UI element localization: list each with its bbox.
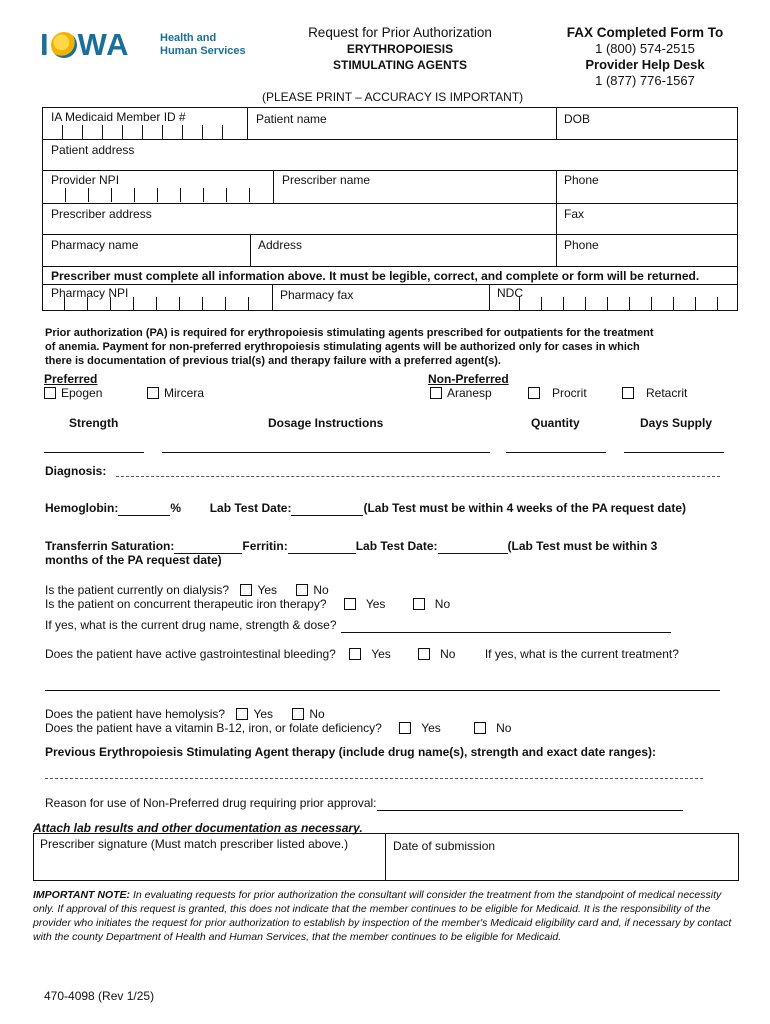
dialysis-yes-label: Yes xyxy=(257,583,278,597)
gi-yes-checkbox[interactable] xyxy=(349,648,361,660)
print-note: (PLEASE PRINT – ACCURACY IS IMPORTANT) xyxy=(262,90,524,104)
attach-note: Attach lab results and other documentation as necessary. xyxy=(33,821,363,835)
vitamin-yes-label: Yes xyxy=(421,721,441,735)
hemolysis-yes-label: Yes xyxy=(253,707,274,721)
retacrit-label: Retacrit xyxy=(646,386,688,400)
intro-text xyxy=(45,326,654,368)
previous-therapy-line[interactable] xyxy=(45,778,703,779)
logo-tag-line1: Health and xyxy=(160,32,217,44)
dialysis-question: Is the patient currently on dialysis? xyxy=(45,583,230,597)
epogen-option[interactable] xyxy=(44,386,102,400)
iron-no-checkbox[interactable] xyxy=(413,598,425,610)
transferrin-label: Transferrin Saturation: xyxy=(45,539,175,553)
lab-note-1: (Lab Test must be within 4 weeks of the PA request date) xyxy=(363,501,686,515)
gi-bleeding-row xyxy=(45,647,679,661)
dob-label: DOB xyxy=(564,112,591,126)
title-line2: ERYTHROPOIESIS xyxy=(346,42,454,56)
member-info-grid xyxy=(42,107,738,285)
prescriber-notice: Prescriber must complete all information above. It must be legible, correct, and complete or form will be returned. xyxy=(51,269,700,283)
dosage-header: Dosage Instructions xyxy=(268,416,384,430)
iron-no-label: No xyxy=(434,597,451,611)
phone-label-1: Phone xyxy=(564,173,599,187)
gi-yes-label: Yes xyxy=(371,647,391,661)
hemolysis-question: Does the patient have hemolysis? xyxy=(45,707,226,721)
intro-line1: Prior authorization (PA) is required for erythropoiesis stimulating agents prescribed for outpatients for the treatment xyxy=(45,327,654,339)
ndc-label: NDC xyxy=(497,286,523,300)
transferrin-row xyxy=(45,539,657,554)
fax-info xyxy=(540,25,750,89)
nonpreferred-heading: Non-Preferred xyxy=(428,372,509,386)
important-note xyxy=(33,888,733,944)
fax-field-label: Fax xyxy=(564,207,585,221)
hemoglobin-label: Hemoglobin: xyxy=(45,501,119,515)
lab-test-date-label: Lab Test Date: xyxy=(209,501,292,515)
date-submission-field[interactable]: Date of submission xyxy=(393,839,496,853)
quantity-header: Quantity xyxy=(531,416,580,430)
hemolysis-row xyxy=(45,707,325,721)
mircera-option[interactable] xyxy=(147,386,204,400)
vitamin-row xyxy=(45,721,511,735)
vitamin-question: Does the patient have a vitamin B-12, iron, or folate deficiency? xyxy=(45,721,382,735)
percent-sign: % xyxy=(170,501,181,515)
prescriber-name-label: Prescriber name xyxy=(282,173,371,187)
member-id-label: IA Medicaid Member ID # xyxy=(51,110,186,124)
iron-yes-label: Yes xyxy=(365,597,386,611)
form-number: 470-4098 (Rev 1/25) xyxy=(44,989,155,1003)
title-line1: Request for Prior Authorization xyxy=(308,25,492,40)
pharmacy-name-label: Pharmacy name xyxy=(51,238,139,252)
pharmacy-npi-label: Pharmacy NPI xyxy=(51,286,129,300)
logo-tag-line2: Human Services xyxy=(160,45,246,57)
retacrit-checkbox[interactable] xyxy=(622,387,634,399)
strength-line[interactable] xyxy=(44,452,144,453)
fax-label: FAX Completed Form To xyxy=(566,25,724,40)
title-line3: STIMULATING AGENTS xyxy=(333,58,467,72)
iron-row xyxy=(45,597,450,611)
hemoglobin-row xyxy=(45,501,686,516)
dosage-line[interactable] xyxy=(162,452,490,453)
iron-yes-checkbox[interactable] xyxy=(344,598,356,610)
epogen-checkbox[interactable] xyxy=(44,387,56,399)
gi-no-label: No xyxy=(440,647,456,661)
procrit-option[interactable] xyxy=(528,386,587,400)
address-label: Address xyxy=(258,238,303,252)
aranesp-option[interactable] xyxy=(430,386,492,400)
hemolysis-yes-checkbox[interactable] xyxy=(236,708,248,720)
prescriber-address-label: Prescriber address xyxy=(51,207,152,221)
iowa-logo xyxy=(40,27,130,63)
vitamin-no-label: No xyxy=(496,721,512,735)
diagnosis-label: Diagnosis: xyxy=(45,464,107,478)
drug-name-question: If yes, what is the current drug name, strength & dose? xyxy=(45,618,337,632)
gi-bleeding-question: Does the patient have active gastrointestinal bleeding? xyxy=(45,647,336,661)
retacrit-option[interactable] xyxy=(622,386,687,400)
dialysis-yes-checkbox[interactable] xyxy=(240,584,252,596)
reason-question: Reason for use of Non-Preferred drug requiring prior approval: xyxy=(45,796,377,810)
help-desk-number: 1 (877) 776-1567 xyxy=(595,73,695,88)
patient-name-label: Patient name xyxy=(256,112,327,126)
procrit-checkbox[interactable] xyxy=(528,387,540,399)
ferritin-label: Ferritin: xyxy=(242,539,288,553)
current-treatment-question: If yes, what is the current treatment? xyxy=(484,647,679,661)
diagnosis-line[interactable] xyxy=(116,476,720,477)
procrit-label: Procrit xyxy=(552,386,587,400)
days-supply-header: Days Supply xyxy=(640,416,713,430)
phone-label-2: Phone xyxy=(564,238,599,252)
days-supply-line[interactable] xyxy=(624,452,724,453)
logo-tagline xyxy=(160,32,246,58)
pharmacy-row xyxy=(42,285,738,311)
drug-name-input[interactable] xyxy=(341,618,671,633)
epogen-label: Epogen xyxy=(61,386,103,400)
signature-field[interactable]: Prescriber signature (Must match prescriber listed above.) xyxy=(40,837,349,851)
hemolysis-no-checkbox[interactable] xyxy=(292,708,304,720)
important-note-text: In evaluating requests for prior authorization the consultant will consider the treatment from the standpoint of medical necessity only. If approval of this request is granted, this does not indicate that the member continues to be eligible for Medicaid. It is the responsibility of the provider who initiates the request for prior authorization to establish by inspection of the member's Medicaid eligibility card and, if necessary by contact with the county Department of Health and Human Services, that the member continues to be eligible for Medicaid. xyxy=(33,889,732,943)
hemolysis-no-label: No xyxy=(309,707,325,721)
vitamin-yes-checkbox[interactable] xyxy=(399,722,411,734)
previous-therapy-label: Previous Erythropoiesis Stimulating Agent therapy (include drug name(s), strength and exact date ranges): xyxy=(45,745,657,759)
preferred-heading: Preferred xyxy=(44,372,98,386)
quantity-line[interactable] xyxy=(506,452,606,453)
mircera-label: Mircera xyxy=(164,386,205,400)
pharmacy-fax-label: Pharmacy fax xyxy=(280,288,354,302)
lab-test-date-input-2[interactable] xyxy=(438,539,508,554)
intro-line3: there is documentation of previous trial(s) and therapy failure with a preferred agent(s). xyxy=(45,355,501,367)
provider-npi-label: Provider NPI xyxy=(51,173,120,187)
important-note-label: IMPORTANT NOTE: xyxy=(33,889,131,901)
drug-name-row xyxy=(45,618,671,633)
gi-no-checkbox[interactable] xyxy=(418,648,430,660)
aranesp-label: Aranesp xyxy=(447,386,492,400)
lab-note-2b: months of the PA request date) xyxy=(45,553,222,567)
dialysis-row xyxy=(45,583,329,597)
dialysis-no-label: No xyxy=(313,583,329,597)
mircera-checkbox[interactable] xyxy=(147,387,159,399)
sun-logo-icon xyxy=(51,32,77,58)
hemoglobin-input[interactable] xyxy=(118,501,170,516)
lab-note-2a: (Lab Test must be within 3 xyxy=(507,539,658,553)
treatment-line[interactable] xyxy=(45,690,720,691)
iron-question: Is the patient on concurrent therapeutic iron therapy? xyxy=(45,597,327,611)
aranesp-checkbox[interactable] xyxy=(430,387,442,399)
reason-input[interactable] xyxy=(377,796,683,811)
logo-text-i: I xyxy=(40,27,50,62)
logo-text-wa: WA xyxy=(77,27,130,62)
intro-line2: of anemia. Payment for non-preferred erythropoiesis stimulating agents will be authorized only for cases in which xyxy=(45,341,640,353)
patient-address-label: Patient address xyxy=(51,143,135,157)
vitamin-no-checkbox[interactable] xyxy=(474,722,486,734)
help-desk-label: Provider Help Desk xyxy=(585,57,705,72)
lab-test-date-input[interactable] xyxy=(291,501,363,516)
reason-row xyxy=(45,796,683,811)
dialysis-no-checkbox[interactable] xyxy=(296,584,308,596)
lab-test-date-label-2: Lab Test Date: xyxy=(355,539,438,553)
ferritin-input[interactable] xyxy=(288,539,356,554)
fax-number: 1 (800) 574-2515 xyxy=(595,41,695,56)
strength-header: Strength xyxy=(69,416,119,430)
form-title xyxy=(280,25,520,73)
transferrin-input[interactable] xyxy=(174,539,242,554)
